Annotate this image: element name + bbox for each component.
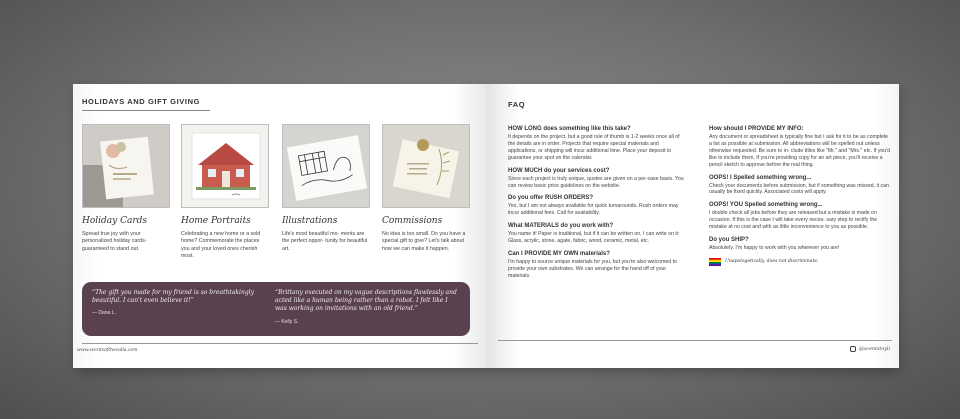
service-title: Illustrations (282, 216, 338, 226)
faq-question: Do you SHIP? (709, 237, 749, 244)
commissions-photo (382, 124, 470, 208)
pride-text: Unapologetically, does not discriminate. (725, 259, 819, 265)
faq-column-left (508, 126, 688, 286)
faq-answer: Since each project is truly unique, quotes are given on a per-case basis. You can review basic price guidelines on the website. (508, 175, 684, 189)
service-description: Life's most beautiful mo- ments are the perfect oppor- tunity for beautiful art. (282, 231, 368, 252)
faq-question: Do you offer RUSH ORDERS? (508, 195, 594, 202)
testimonial (92, 289, 267, 318)
footer-divider (82, 343, 478, 344)
testimonial-author: — Dana L. (92, 310, 116, 317)
service-card-holiday-cards (82, 124, 170, 253)
service-description: No idea is too small. Do you have a special gift to give? Let's talk about how we can make it happen. (382, 231, 466, 252)
left-page (73, 84, 486, 368)
service-card-commissions (382, 124, 470, 253)
brochure-spread (73, 84, 899, 368)
service-description: Celebrating a new home or a sold home? Commemorate the places you and your loved ones cherish most. (181, 231, 261, 259)
faq-item (508, 251, 688, 280)
faq-answer: Any document or spreadsheet is typically fine but I ask for it to be as complete a list as possible at submission. All abbreviations will be spelled out unless otherwise requested. Be sure to in- clude titles like "Mr." and "Mrs." etc. If you'd like to include them. If you're providing copy for an art piece, you'll receive a pencil sketch to approve before the real thing. (709, 134, 891, 168)
service-card-illustrations (282, 124, 370, 253)
holiday-cards-photo (82, 124, 170, 208)
faq-item (508, 195, 688, 217)
right-page (486, 84, 899, 368)
faq-question: Can I PROVIDE MY OWN materials? (508, 251, 610, 258)
service-title: Holiday Cards (82, 216, 148, 226)
service-description: Spread true joy with your personalized holiday cards- guaranteed to stand out. (82, 231, 147, 252)
faq-item (709, 175, 891, 197)
section-title-holidays: HOLIDAYS AND GIFT GIVING (82, 97, 201, 106)
testimonial-quote: “Brittany executed on my vague descriptions flawlessly and acted like a human being rather than a robot. I felt like I was working on invitations with an old friend.” (275, 289, 457, 313)
testimonial-quote: “The gift you made for my friend is so breathtakingly beautiful. I can't even believe it!” (92, 289, 254, 305)
footer-website: www.scentsofthecalla.com (77, 348, 138, 353)
faq-question: HOW LONG does something like this take? (508, 126, 631, 132)
testimonial-author: — Kelly S. (275, 318, 299, 325)
faq-item (508, 126, 688, 162)
home-portrait-photo (181, 124, 269, 208)
faq-item (508, 223, 688, 245)
footer-divider (498, 340, 892, 341)
service-title: Commissions (382, 216, 443, 226)
instagram-handle (850, 346, 890, 352)
faq-item (508, 168, 688, 190)
testimonial-box (82, 282, 470, 336)
title-underline (82, 110, 210, 111)
faq-answer: It depends on the project, but a good rule of thumb is 1-2 weeks once all of the details are in order. Projects that require special materials and applications, or shipping will incur additional time. Place your deposit to guarantee your spot on the calendar. (508, 134, 680, 161)
faq-answer: You name it! Paper is traditional, but if it can be written on, I can write on it: Glass, acrylic, stone, agate, fabric, wood, ceramic, metal, etc. (508, 231, 680, 245)
service-card-home-portraits (181, 124, 269, 260)
faq-item (709, 237, 891, 252)
faq-answer: Yes, but I am not always available for quick turnarounds. Rush orders may incur additional fees. Call for availability. (508, 203, 679, 217)
faq-answer: Absolutely. I'm happy to work with you wherever you are! (709, 245, 840, 252)
section-title-faq: FAQ (508, 100, 526, 109)
pride-flag-icon (709, 258, 721, 266)
faq-question: OOPS! YOU Spelled something wrong... (709, 202, 823, 209)
faq-answer: Check your documents before submission, but if something was missed, it can usually be fixed quickly. Associated costs will apply. (709, 182, 889, 196)
faq-question: What MATERIALS do you work with? (508, 223, 614, 230)
pride-note (709, 258, 891, 266)
faq-item (709, 202, 891, 231)
faq-column-right (709, 126, 891, 266)
service-title: Home Portraits (181, 216, 251, 226)
faq-answer: I'm happy to source unique materials for you, but you're also welcomed to provide your own substrates. We can arrange for the hand off of your materials. (508, 259, 677, 279)
faq-item (709, 126, 891, 169)
faq-answer: I double check all jobs before they are released but a mistake is made on occasion. If this is the case I will take every neces- sary step to rectify the mistake at no cost and with as little inconvenience to you as possible. (709, 210, 878, 231)
faq-question: OOPS! I Spelled something wrong... (709, 174, 812, 181)
instagram-icon (850, 346, 856, 352)
testimonial (275, 289, 460, 326)
instagram-handle-text: @scentstoyli (859, 346, 890, 352)
illustration-photo (282, 124, 370, 208)
faq-question: How should I PROVIDE MY INFO: (709, 126, 804, 132)
faq-question: HOW MUCH do your services cost? (508, 167, 610, 174)
